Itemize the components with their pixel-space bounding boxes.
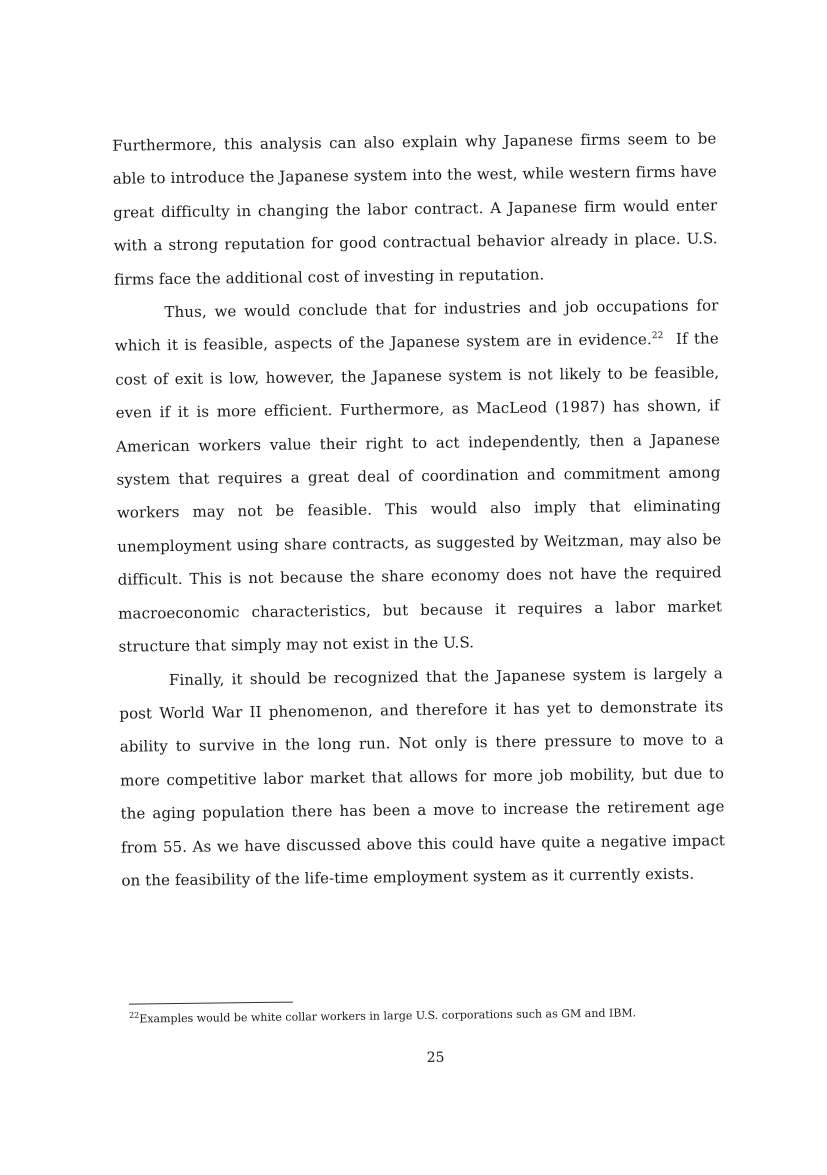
footnote-divider <box>129 1002 293 1005</box>
body-text <box>112 122 725 898</box>
paragraph-japanese-firms: Furthermore, this analysis can also explain why Japanese firms seem to be able to introduce the Japanese system into the west, while western firms have great difficulty in changing the labor contract. A Japanese firm would enter with a strong reputation for good contractual behavior already in place. U.S. firms face the additional cost of investing in reputation. <box>112 129 718 289</box>
paragraph-conclusion-start: Thus, we would conclude that for industries and job occupations for which it is feasible, aspects of the Japanese system are in evidence. <box>114 296 719 356</box>
page-number: 25 <box>426 1049 445 1066</box>
paragraph-conclusion-rest: If the cost of exit is low, however, the Japanese system is not likely to be feasible, even if it is more efficient. Furthermore, as MacLeod (1987) has shown, if American workers value their right to act independently, then a Japanese system that requires a great deal of coordination and commitment among workers may not be feasible. This would also imply that eliminating unemployment using share contracts, as suggested by Weitzman, may also be difficult. This is not because the share economy does not have the required macroeconomic characteristics, but because it requires a labor market structure that simply may not exist in the U.S. <box>115 329 723 656</box>
footnote-mark: 22 <box>128 1010 140 1020</box>
paragraph-conclusion <box>114 289 722 664</box>
footnote-text: Examples would be white collar workers in large U.S. corporations such as GM and IBM. <box>139 1006 637 1026</box>
paragraph-post-war: Finally, it should be recognized that the Japanese system is largely a post World War II phenomenon, and therefore it has yet to demonstrate its ability to survive in the long run. Not only is there pressure to move to a more competitive labor market that allows for more job mobility, but due to the aging population there has been a move to increase the retirement age from 55. As we have discussed above this could have quite a negative impact on the feasibility of the life-time employment system as it currently exists. <box>119 663 726 890</box>
footnote-reference: 22 <box>651 331 664 342</box>
footnote <box>129 1004 729 1027</box>
